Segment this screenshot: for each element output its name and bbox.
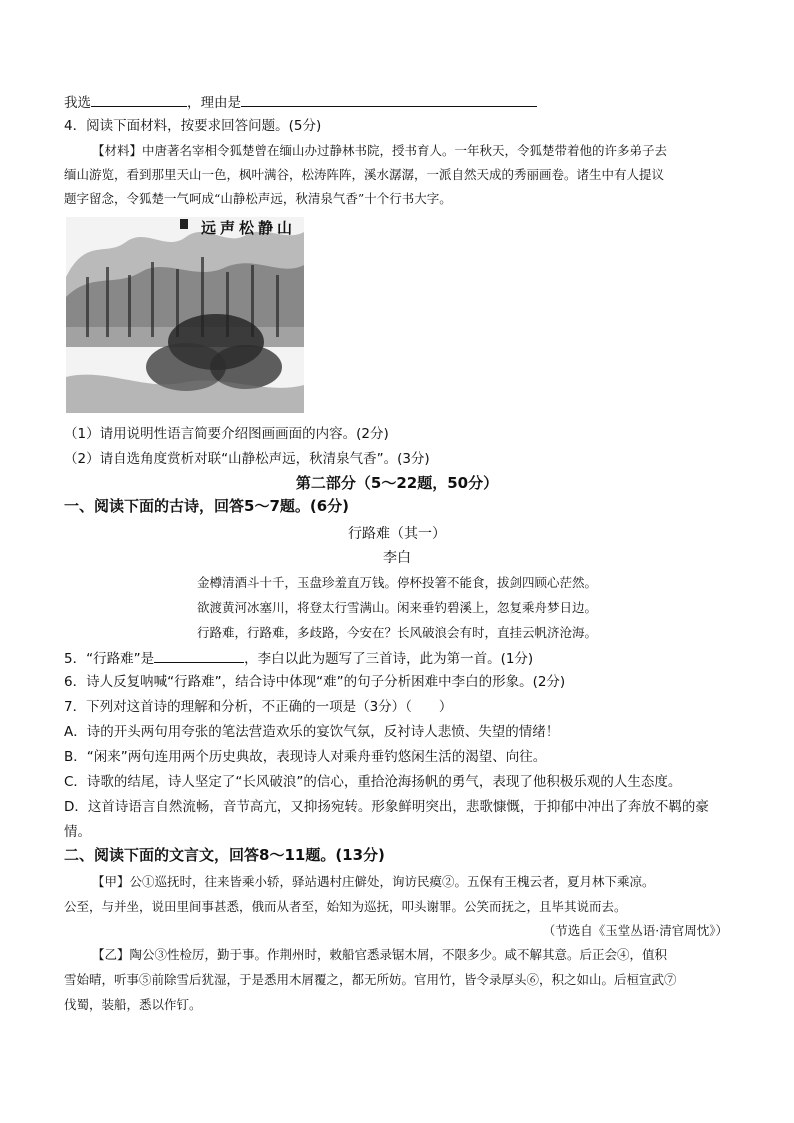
painting-illustration (66, 217, 304, 413)
option-a[interactable]: A．诗的开头两句用夸张的笔法营造欢乐的宴饮气氛，反衬诗人悲愤、失望的情绪！ (64, 724, 560, 740)
passage-jia-line: 【甲】公①巡抚时，往来皆乘小轿，驿站遇村庄僻处，询访民瘼②。五保有王槐云者，夏月林下乘凉。 (92, 874, 655, 889)
q4-material-line: 题字留念，令狐楚一气呵成“山静松声远，秋清泉气香”十个行书大字。 (64, 191, 452, 206)
q4-material-line: 缅山游览，看到那里天山一色，枫叶满谷，松涛阵阵，溪水潺潺，一派自然天成的秀丽画卷。诸生中有人提议 (64, 167, 665, 182)
option-c[interactable]: C．诗歌的结尾，诗人坚定了“长风破浪”的信心，重拾沧海扬帆的勇气，表现了他积极乐观的人生态度。 (64, 774, 682, 790)
q7: 7．下列对这首诗的理解和分析，不正确的一项是（3分）（ ） (64, 699, 453, 715)
landscape-painting (66, 217, 304, 413)
q5-suffix: ，李白以此为题写了三首诗，此为第一首。(1分) (244, 651, 534, 667)
passage-yi-line: 伐蜀，装船，悉以作钉。 (64, 997, 202, 1012)
poem-author: 李白 (383, 550, 411, 566)
passage-jia-line: 公至，与并坐，说田里间事甚悉，俄而从者至，始知为巡抚，叩头谢罪。公笑而抚之，且毕其说而去。 (64, 899, 627, 914)
option-d[interactable]: D．这首诗语言自然流畅，音节高亢，又抑扬宛转。形象鲜明突出，悲歌慷慨，于抑郁中冲出了奔放不羁的豪 (64, 799, 709, 815)
q5-prefix: 5．“行路难”是 (64, 651, 155, 667)
poem-line: 金樽清酒斗十千，玉盘珍羞直万钱。停杯投箸不能食，拔剑四顾心茫然。 (196, 575, 597, 590)
poem-title: 行路难（其一） (348, 526, 446, 542)
q4-material-line: 【材料】中唐著名宰相令狐楚曾在缅山办过静林书院，授书育人。一年秋天，令狐楚带着他的许多弟子去 (92, 143, 668, 158)
poem-line: 行路难，行路难，多歧路，今安在？长风破浪会有时，直挂云帆济沧海。 (196, 625, 597, 640)
passage-jia-source: （节选自《玉堂丛语·清官周忱》） (542, 923, 728, 938)
section1-heading: 一、阅读下面的古诗，回答5～7题。(6分) (64, 497, 350, 515)
passage-yi-line: 雪始晴，听事⑤前除雪后犹湿，于是悉用木屑覆之，都无所妨。官用竹，皆令录厚头⑥，积之如山。后桓宣武⑦ (64, 972, 677, 987)
option-d-continued: 情。 (64, 824, 91, 840)
poem-line: 欲渡黄河冰塞川，将登太行雪满山。闲来垂钓碧溪上，忽复乘舟梦日边。 (196, 600, 597, 615)
q5 (64, 648, 533, 668)
q4-sub1: （1）请用说明性语言简要介绍图画画面的内容。(2分) (64, 426, 389, 442)
reason-label: ，理由是 (187, 95, 241, 111)
q4-sub2: （2）请自选角度赏析对联“山静松声远，秋清泉气香”。(3分) (64, 451, 430, 467)
choice-prefix: 我选 (64, 95, 91, 111)
answer-blank-reason[interactable] (241, 92, 537, 107)
choice-line (64, 92, 537, 112)
q6: 6．诗人反复呐喊“行路难”，结合诗中体现“难”的句子分析困难中李白的形象。(2分) (64, 674, 566, 690)
painting-inscription: 山静松声远 (200, 219, 296, 237)
section2-heading: 二、阅读下面的文言文，回答8～11题。(13分) (64, 846, 385, 864)
answer-blank-q5[interactable] (154, 648, 244, 663)
q4-title: 4．阅读下面材料，按要求回答问题。(5分) (64, 118, 322, 134)
option-b[interactable]: B．“闲来”两句连用两个历史典故，表现诗人对乘舟垂钓悠闲生活的渴望、向往。 (64, 749, 547, 765)
passage-yi-line: 【乙】陶公③性检厉，勤于事。作荆州时，敕船官悉录锯木屑，不限多少。咸不解其意。后正会④，值积 (92, 947, 668, 962)
answer-blank-choice[interactable] (91, 92, 187, 107)
part2-title: 第二部分（5～22题，50分） (295, 474, 499, 492)
